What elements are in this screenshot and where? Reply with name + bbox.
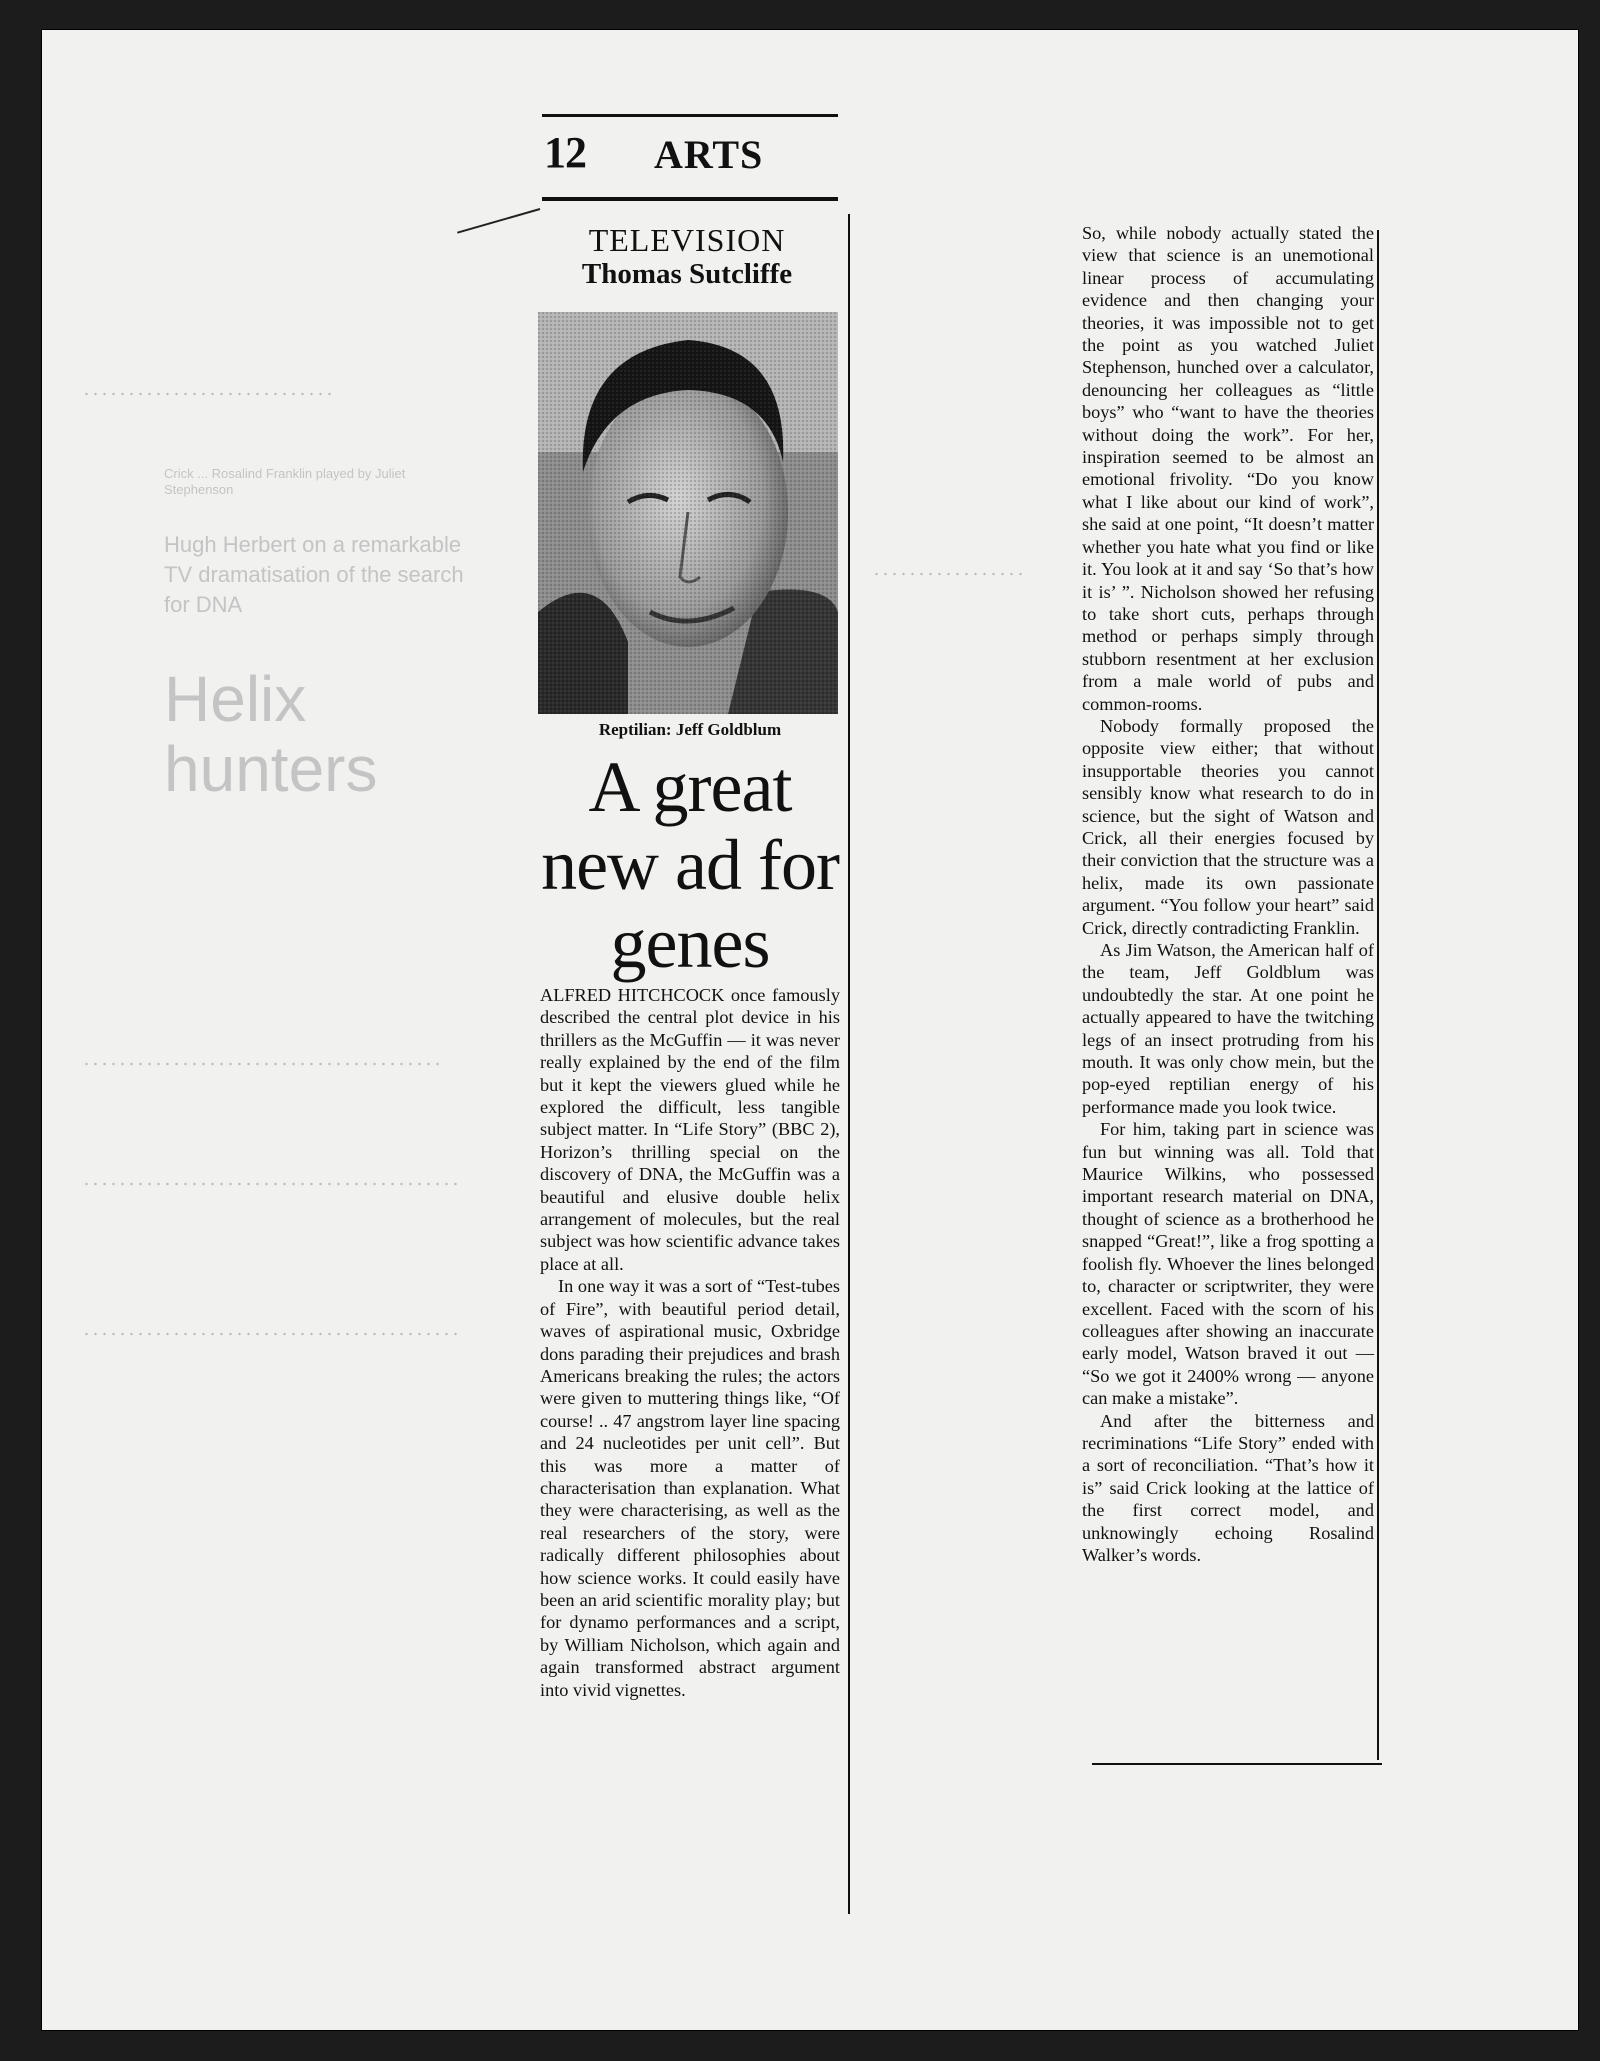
article-paragraph: And after the bitterness and recriminations “Life Story” ended with a sort of reconciliation. “That’s how it is” said Crick looking at the lattice of the first correct model, and unknowingly echoing Rosalind Walker’s words.: [1082, 1410, 1374, 1565]
page-number: 12: [544, 128, 586, 177]
column-rule: [1377, 230, 1379, 1760]
article-paragraph: ALFRED HITCHCOCK once famously described the central plot device in his thrillers as the McGuffin — it was never really explained by the end of the film but it kept the viewers glued while he explored the difficult, less tangible subject matter. In “Life Story” (BBC 2), Horizon’s thrilling special on the discovery of DNA, the McGuffin was a beautiful and elusive double helix arrangement of molecules, but the real subject was how scientific advance takes place at all.: [540, 985, 840, 1274]
document-sheet: [42, 30, 1578, 2030]
section-label: ARTS: [654, 132, 764, 177]
specks: [82, 1180, 462, 1188]
article-paragraph: Nobody formally proposed the opposite view either; that without insupportable theories you cannot sensibly know what research to do in science, but the sight of Watson and Crick, all their energies focused by their conviction that the structure was a helix, made its own passionate argument. “You follow your heart” said Crick, directly contradicting Franklin.: [1082, 715, 1374, 938]
bottom-rule: [1092, 1763, 1382, 1765]
column-kicker: TELEVISION: [588, 222, 786, 258]
specks: [872, 570, 1022, 578]
specks: [82, 1330, 462, 1338]
article-body-right: [1082, 222, 1374, 1566]
column-author: Thomas Sutcliffe: [581, 258, 793, 290]
ghost-caption: Crick ... Rosalind Franklin played by Juliet Stephenson: [164, 466, 406, 497]
article-body-left: [540, 984, 840, 1701]
portrait-photo: [538, 312, 838, 714]
pointer-line: [457, 208, 540, 234]
article-paragraph: So, while nobody actually stated the view that science is an unemotional linear process of accumulating evidence and then changing your theories, it was impossible not to get the point as you watched Juliet Stephenson, hunched over a calculator, denouncing her colleagues as “little boys” who “want to have the theories without doing the work”. For her, inspiration seemed to be almost an emotional frivolity. “Do you know what I like about our kind of work”, she said at one point, “It doesn’t matter whether you hate what you find or like it. You look at it and say ‘So that’s how it is’ ”. Nicholson showed her refusing to take short cuts, perhaps through method or perhaps simply through stubborn resentment at her exclusion from a male world of pubs and common-rooms.: [1082, 223, 1374, 714]
section-header: [542, 114, 838, 201]
ghost-intro: Hugh Herbert on a remarkable TV dramatisation of the search for DNA: [164, 532, 464, 617]
specks: [82, 1060, 442, 1068]
clipping-right: [1082, 222, 1382, 1782]
ghost-headline: Helix hunters: [164, 663, 378, 805]
specks: [82, 390, 332, 398]
photo-caption: Reptilian: Jeff Goldblum: [598, 720, 782, 739]
article-paragraph: As Jim Watson, the American half of the team, Jeff Goldblum was undoubtedly the star. At one point he actually appeared to have the twitching legs of an insect protruding from his mouth. It was only chow mein, but the pop-eyed reptilian energy of his performance made you look twice.: [1082, 940, 1374, 1117]
article-paragraph: In one way it was a sort of “Test-tubes of Fire”, with beautiful period detail, waves of aspirational music, Oxbridge dons parading their prejudices and brash Americans breaking the rules; the actors were given to muttering things like, “Of course! .. 47 angstrom layer line spacing and 24 nucleotides per unit cell”. But this was more a matter of characterisation than explanation. What they were characterising, as well as the real researchers of the story, were radically different philosophies about how science works. It could easily have been an arid scientific morality play; but for dynamo performances and a script, by William Nicholson, which again and again transformed abstract argument into vivid vignettes.: [540, 1276, 840, 1700]
column-rule: [848, 214, 850, 1914]
article-paragraph: For him, taking part in science was fun but winning was all. Told that Maurice Wilkins, who possessed important research material on DNA, thought of science as a brotherhood he snapped “Great!”, like a frog spotting a foolish fly. Whoever the lines belonged to, character or scriptwriter, they were excellent. Faced with the scorn of his colleagues after showing an inaccurate early model, Watson braved it out — “So we got it 2400% wrong — anyone can make a mistake”.: [1082, 1119, 1374, 1409]
clipping-left: [532, 114, 848, 1830]
article-headline: A great new ad for genes: [541, 747, 839, 983]
